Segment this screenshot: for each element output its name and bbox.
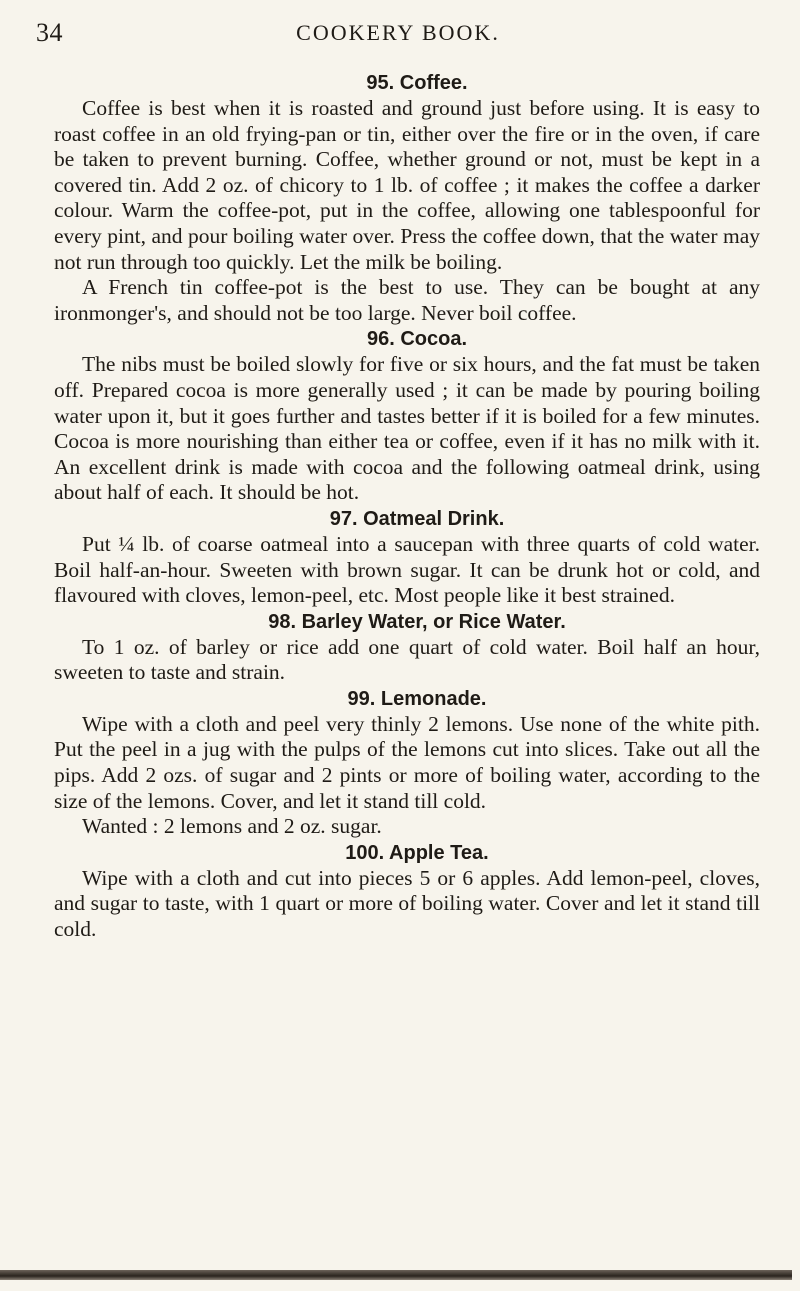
paragraph: Coffee is best when it is roasted and ground just before using. It is easy to roast coffee in an old frying-pan or tin, either over the fire or in the oven, if care be taken to prevent burning. Coffee, whether ground or not, must be kept in a covered tin. Add 2 oz. of chicory to 1 lb. of coffee ; it makes the coffee a darker colour. Warm the coffee-pot, put in the coffee, allowing one tablespoonful for every pint, and pour boiling water over. Press the coffee down, that the water may not run through too quickly. Let the milk be boiling. — [54, 96, 760, 274]
paragraph: The nibs must be boiled slowly for five or six hours, and the fat must be taken off. Prepared cocoa is more generally used ; it can be made by pouring boiling water upon it, but it goes further and tastes better if it is boiled for a few minutes. Cocoa is more nourishing than either tea or coffee, even if it has no milk with it. An excellent drink is made with cocoa and the following oatmeal drink, using about half of each. It should be hot. — [54, 352, 760, 505]
section-title: 99. Lemonade. — [347, 687, 487, 710]
recipe-apple-tea — [54, 840, 760, 943]
section-title: 95. Coffee. — [366, 72, 468, 94]
paragraph: To 1 oz. of barley or rice add one quart of cold water. Boil half an hour, sweeten to taste and strain. — [54, 634, 760, 685]
recipe-lemonade — [54, 686, 760, 840]
page-number: 34 — [36, 18, 63, 47]
recipe-barley-water — [54, 609, 760, 686]
recipe-oatmeal-drink — [54, 506, 760, 609]
section-title: 96. Cocoa. — [366, 328, 468, 351]
section-title: 98. Barley Water, or Rice Water. — [268, 610, 566, 633]
recipe-cocoa — [54, 326, 760, 506]
running-head: COOKERY BOOK. — [296, 20, 500, 45]
paragraph: A French tin coffee-pot is the best to use. They can be bought at any ironmonger's, and should not be too large. Never boil coffee. — [54, 275, 760, 325]
section-title: 97. Oatmeal Drink. — [329, 507, 505, 530]
page-header — [36, 18, 760, 58]
page-content — [54, 70, 760, 943]
paragraph: Put ¼ lb. of coarse oatmeal into a saucepan with three quarts of cold water. Boil half-an-hour. Sweeten with brown sugar. It can be drunk hot or cold, and flavoured with cloves, lemon-peel, etc. Most people like it best strained. — [54, 531, 760, 608]
bottom-rule — [0, 1270, 792, 1280]
paragraph: Wipe with a cloth and cut into pieces 5 or 6 apples. Add lemon-peel, cloves, and sugar to taste, with 1 quart or more of boiling water. Cover and let it stand till cold. — [54, 865, 760, 942]
recipe-coffee — [54, 70, 760, 326]
section-title: 100. Apple Tea. — [345, 841, 489, 864]
paragraph: Wipe with a cloth and peel very thinly 2 lemons. Use none of the white pith. Put the peel in a jug with the pulps of the lemons cut into slices. Take out all the pips. Add 2 ozs. of sugar and 2 pints or more of boiling water, according to the size of the lemons. Cover, and let it stand till cold. — [54, 711, 760, 813]
paragraph: Wanted : 2 lemons and 2 oz. sugar. — [82, 814, 382, 839]
